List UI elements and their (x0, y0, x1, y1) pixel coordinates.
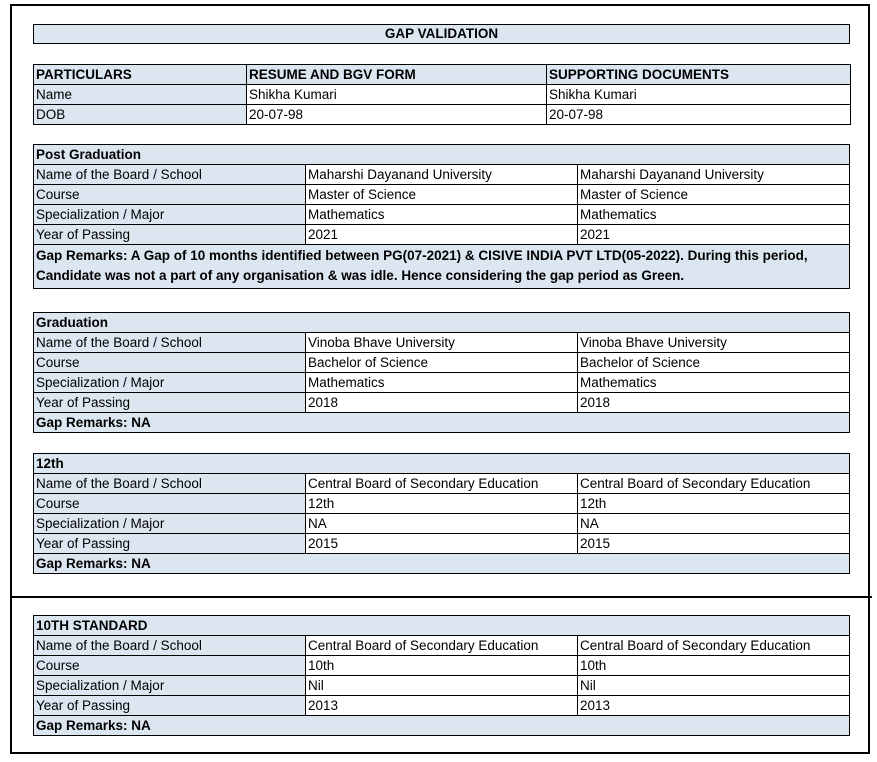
header-particulars: PARTICULARS (34, 65, 247, 85)
personal-details-table (33, 64, 851, 125)
row-docs-value: Master of Science (578, 185, 850, 205)
gap-remarks: Gap Remarks: NA (34, 716, 850, 736)
row-docs-value: Central Board of Secondary Education (578, 474, 850, 494)
header-documents: SUPPORTING DOCUMENTS (547, 65, 851, 85)
row-resume-value: 2021 (306, 225, 578, 245)
gap-remarks: Gap Remarks: NA (34, 554, 850, 574)
row-resume-value: Mathematics (306, 373, 578, 393)
row-label: Name of the Board / School (34, 636, 306, 656)
section-heading: 12th (34, 454, 850, 474)
header-row (34, 65, 851, 85)
table-row (34, 205, 850, 225)
section-heading: Post Graduation (34, 145, 850, 165)
row-docs-value: 2015 (578, 534, 850, 554)
table-row (34, 225, 850, 245)
row-label: Year of Passing (34, 225, 306, 245)
table-row (34, 534, 850, 554)
table-row (34, 514, 850, 534)
row-resume-value: 2013 (306, 696, 578, 716)
page-title: GAP VALIDATION (33, 24, 850, 44)
row-label: Name (34, 85, 247, 105)
row-resume-value: Maharshi Dayanand University (306, 165, 578, 185)
table-row (34, 656, 850, 676)
row-resume-value: Nil (306, 676, 578, 696)
row-label: Specialization / Major (34, 676, 306, 696)
row-label: Course (34, 353, 306, 373)
row-resume-value: 12th (306, 494, 578, 514)
row-label: Course (34, 185, 306, 205)
page-divider (10, 596, 872, 598)
row-docs-value: Bachelor of Science (578, 353, 850, 373)
row-resume-value: Shikha Kumari (247, 85, 547, 105)
table-row (34, 393, 850, 413)
table-row (34, 185, 850, 205)
header-resume: RESUME AND BGV FORM (247, 65, 547, 85)
row-resume-value: 2015 (306, 534, 578, 554)
row-resume-value: 10th (306, 656, 578, 676)
row-docs-value: 2013 (578, 696, 850, 716)
table-row (34, 105, 851, 125)
row-resume-value: Vinoba Bhave University (306, 333, 578, 353)
table-row (34, 696, 850, 716)
section-heading: 10TH STANDARD (34, 616, 850, 636)
row-docs-value: 2021 (578, 225, 850, 245)
row-resume-value: NA (306, 514, 578, 534)
section-12th (33, 453, 850, 574)
table-row (34, 636, 850, 656)
table-row (34, 474, 850, 494)
row-resume-value: 20-07-98 (247, 105, 547, 125)
section-10th (33, 615, 850, 736)
row-docs-value: Mathematics (578, 205, 850, 225)
table-row (34, 353, 850, 373)
row-label: Specialization / Major (34, 373, 306, 393)
row-resume-value: Central Board of Secondary Education (306, 474, 578, 494)
row-docs-value: 2018 (578, 393, 850, 413)
row-docs-value: Nil (578, 676, 850, 696)
row-docs-value: 20-07-98 (547, 105, 851, 125)
table-row (34, 165, 850, 185)
table-row (34, 676, 850, 696)
row-docs-value: Vinoba Bhave University (578, 333, 850, 353)
row-docs-value: 12th (578, 494, 850, 514)
section-heading: Graduation (34, 313, 850, 333)
row-label: Course (34, 494, 306, 514)
row-docs-value: NA (578, 514, 850, 534)
row-docs-value: Mathematics (578, 373, 850, 393)
table-row (34, 373, 850, 393)
gap-remarks: Gap Remarks: NA (34, 413, 850, 433)
row-resume-value: Bachelor of Science (306, 353, 578, 373)
row-label: Name of the Board / School (34, 333, 306, 353)
row-label: DOB (34, 105, 247, 125)
row-label: Name of the Board / School (34, 165, 306, 185)
table-row (34, 333, 850, 353)
row-docs-value: Maharshi Dayanand University (578, 165, 850, 185)
table-row (34, 85, 851, 105)
section-graduation (33, 312, 850, 433)
section-post-graduation (33, 144, 850, 289)
row-label: Year of Passing (34, 393, 306, 413)
table-row (34, 494, 850, 514)
row-resume-value: Mathematics (306, 205, 578, 225)
row-docs-value: Central Board of Secondary Education (578, 636, 850, 656)
row-docs-value: 10th (578, 656, 850, 676)
row-resume-value: Central Board of Secondary Education (306, 636, 578, 656)
row-label: Year of Passing (34, 696, 306, 716)
row-label: Name of the Board / School (34, 474, 306, 494)
row-label: Course (34, 656, 306, 676)
row-label: Specialization / Major (34, 205, 306, 225)
row-label: Year of Passing (34, 534, 306, 554)
row-resume-value: 2018 (306, 393, 578, 413)
row-docs-value: Shikha Kumari (547, 85, 851, 105)
row-label: Specialization / Major (34, 514, 306, 534)
gap-remarks: Gap Remarks: A Gap of 10 months identified between PG(07-2021) & CISIVE INDIA PVT LTD(05-2022). During this period, Candidate was not a part of any organisation & was idle. Hence considering the gap period as Green. (34, 245, 850, 289)
row-resume-value: Master of Science (306, 185, 578, 205)
